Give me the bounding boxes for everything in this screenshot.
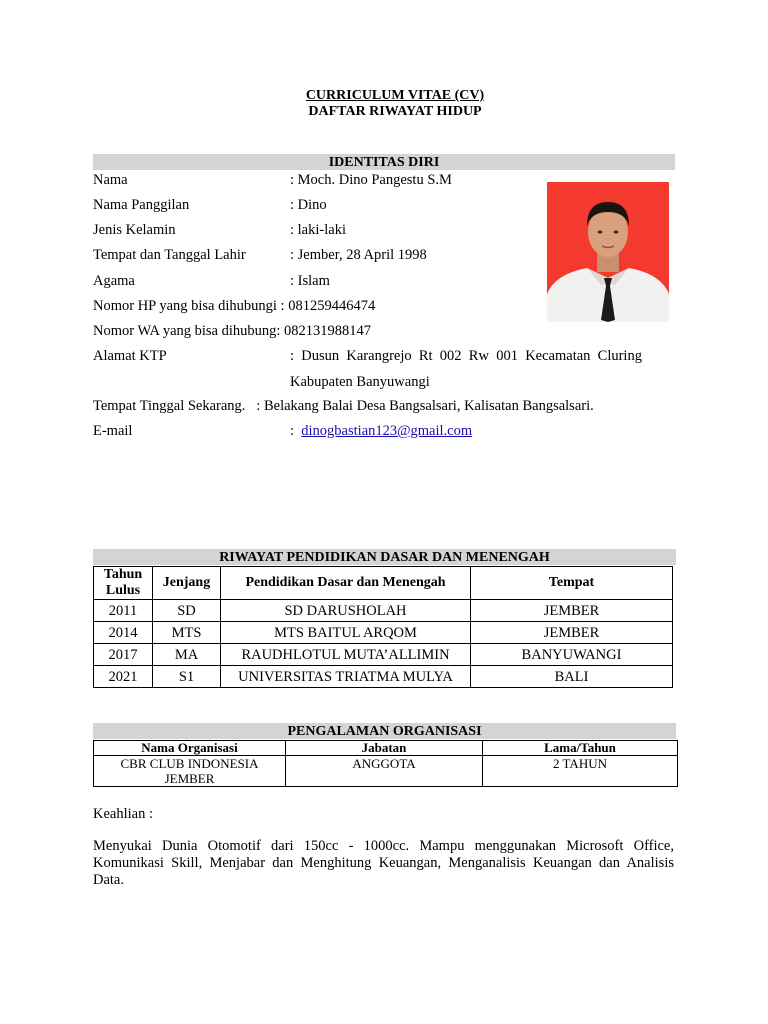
skills-text: Menyukai Dunia Otomotif dari 150cc - 1000cc. Mampu menggunakan Microsoft Office, Komunikasi Skill, Menjabar dan Menghitung Keuangan, Menganalisis Keuangan dan Analisis Data. bbox=[93, 838, 674, 888]
organization-header-duration: Lama/Tahun bbox=[483, 741, 678, 756]
panggilan-label: Nama Panggilan bbox=[93, 197, 190, 213]
table-row bbox=[94, 600, 673, 622]
email-colon: : bbox=[290, 423, 295, 439]
nama-value: : Moch. Dino Pangestu S.M bbox=[290, 172, 452, 188]
organization-header-name: Nama Organisasi bbox=[94, 741, 286, 756]
education-school: MTS BAITUL ARQOM bbox=[221, 622, 471, 644]
cv-title: CURRICULUM VITAE (CV) bbox=[305, 88, 485, 103]
skills-label: Keahlian : bbox=[93, 806, 153, 822]
education-header-row bbox=[94, 567, 673, 600]
table-row bbox=[94, 666, 673, 688]
hp-line: Nomor HP yang bisa dihubungi : 081259446474 bbox=[93, 298, 376, 314]
email-label: E-mail bbox=[93, 423, 133, 439]
alamat-value-line1: : Dusun Karangrejo Rt 002 Rw 001 Kecamatan Cluring bbox=[290, 348, 642, 364]
education-year: 2021 bbox=[94, 666, 153, 688]
organization-table bbox=[93, 740, 678, 787]
education-header-place: Tempat bbox=[471, 567, 673, 600]
ttl-value: : Jember, 28 April 1998 bbox=[290, 247, 427, 263]
agama-label: Agama bbox=[93, 273, 135, 289]
section-education-title: RIWAYAT PENDIDIKAN DASAR DAN MENENGAH bbox=[93, 549, 676, 565]
email-link[interactable]: dinogbastian123@gmail.com bbox=[301, 423, 473, 439]
table-row bbox=[94, 756, 678, 787]
education-level: S1 bbox=[153, 666, 221, 688]
organization-position: ANGGOTA bbox=[286, 756, 483, 787]
education-level: MA bbox=[153, 644, 221, 666]
education-school: UNIVERSITAS TRIATMA MULYA bbox=[221, 666, 471, 688]
organization-duration: 2 TAHUN bbox=[483, 756, 678, 787]
education-header-year: Tahun Lulus bbox=[94, 567, 153, 600]
email-value-wrap bbox=[290, 422, 472, 440]
profile-photo bbox=[547, 182, 669, 322]
section-identity-title: IDENTITAS DIRI bbox=[93, 154, 675, 170]
tinggal-line: Tempat Tinggal Sekarang. : Belakang Balai Desa Bangsalsari, Kalisatan Bangsalsari. bbox=[93, 398, 594, 414]
education-place: JEMBER bbox=[471, 622, 673, 644]
organization-header-row bbox=[94, 741, 678, 756]
wa-line: Nomor WA yang bisa dihubung: 082131988147 bbox=[93, 323, 372, 339]
kelamin-value: : laki-laki bbox=[290, 222, 346, 238]
education-place: BANYUWANGI bbox=[471, 644, 673, 666]
education-school: SD DARUSHOLAH bbox=[221, 600, 471, 622]
education-year: 2014 bbox=[94, 622, 153, 644]
education-place: BALI bbox=[471, 666, 673, 688]
table-row bbox=[94, 644, 673, 666]
kelamin-label: Jenis Kelamin bbox=[93, 222, 176, 238]
alamat-label: Alamat KTP bbox=[93, 348, 167, 364]
agama-value: : Islam bbox=[290, 273, 330, 289]
education-school: RAUDHLOTUL MUTA’ALLIMIN bbox=[221, 644, 471, 666]
education-header-level: Jenjang bbox=[153, 567, 221, 600]
table-row bbox=[94, 622, 673, 644]
nama-label: Nama bbox=[93, 172, 128, 188]
organization-name: CBR CLUB INDONESIA JEMBER bbox=[94, 756, 286, 787]
education-header-school: Pendidikan Dasar dan Menengah bbox=[221, 567, 471, 600]
education-year: 2011 bbox=[94, 600, 153, 622]
education-level: SD bbox=[153, 600, 221, 622]
organization-header-position: Jabatan bbox=[286, 741, 483, 756]
panggilan-value: : Dino bbox=[290, 197, 327, 213]
ttl-label: Tempat dan Tanggal Lahir bbox=[93, 247, 246, 263]
section-organization-title: PENGALAMAN ORGANISASI bbox=[93, 723, 676, 739]
education-year: 2017 bbox=[94, 644, 153, 666]
education-level: MTS bbox=[153, 622, 221, 644]
cv-subtitle: DAFTAR RIWAYAT HIDUP bbox=[308, 104, 482, 119]
education-table bbox=[93, 566, 673, 688]
alamat-value-line2: Kabupaten Banyuwangi bbox=[290, 374, 430, 390]
education-place: JEMBER bbox=[471, 600, 673, 622]
